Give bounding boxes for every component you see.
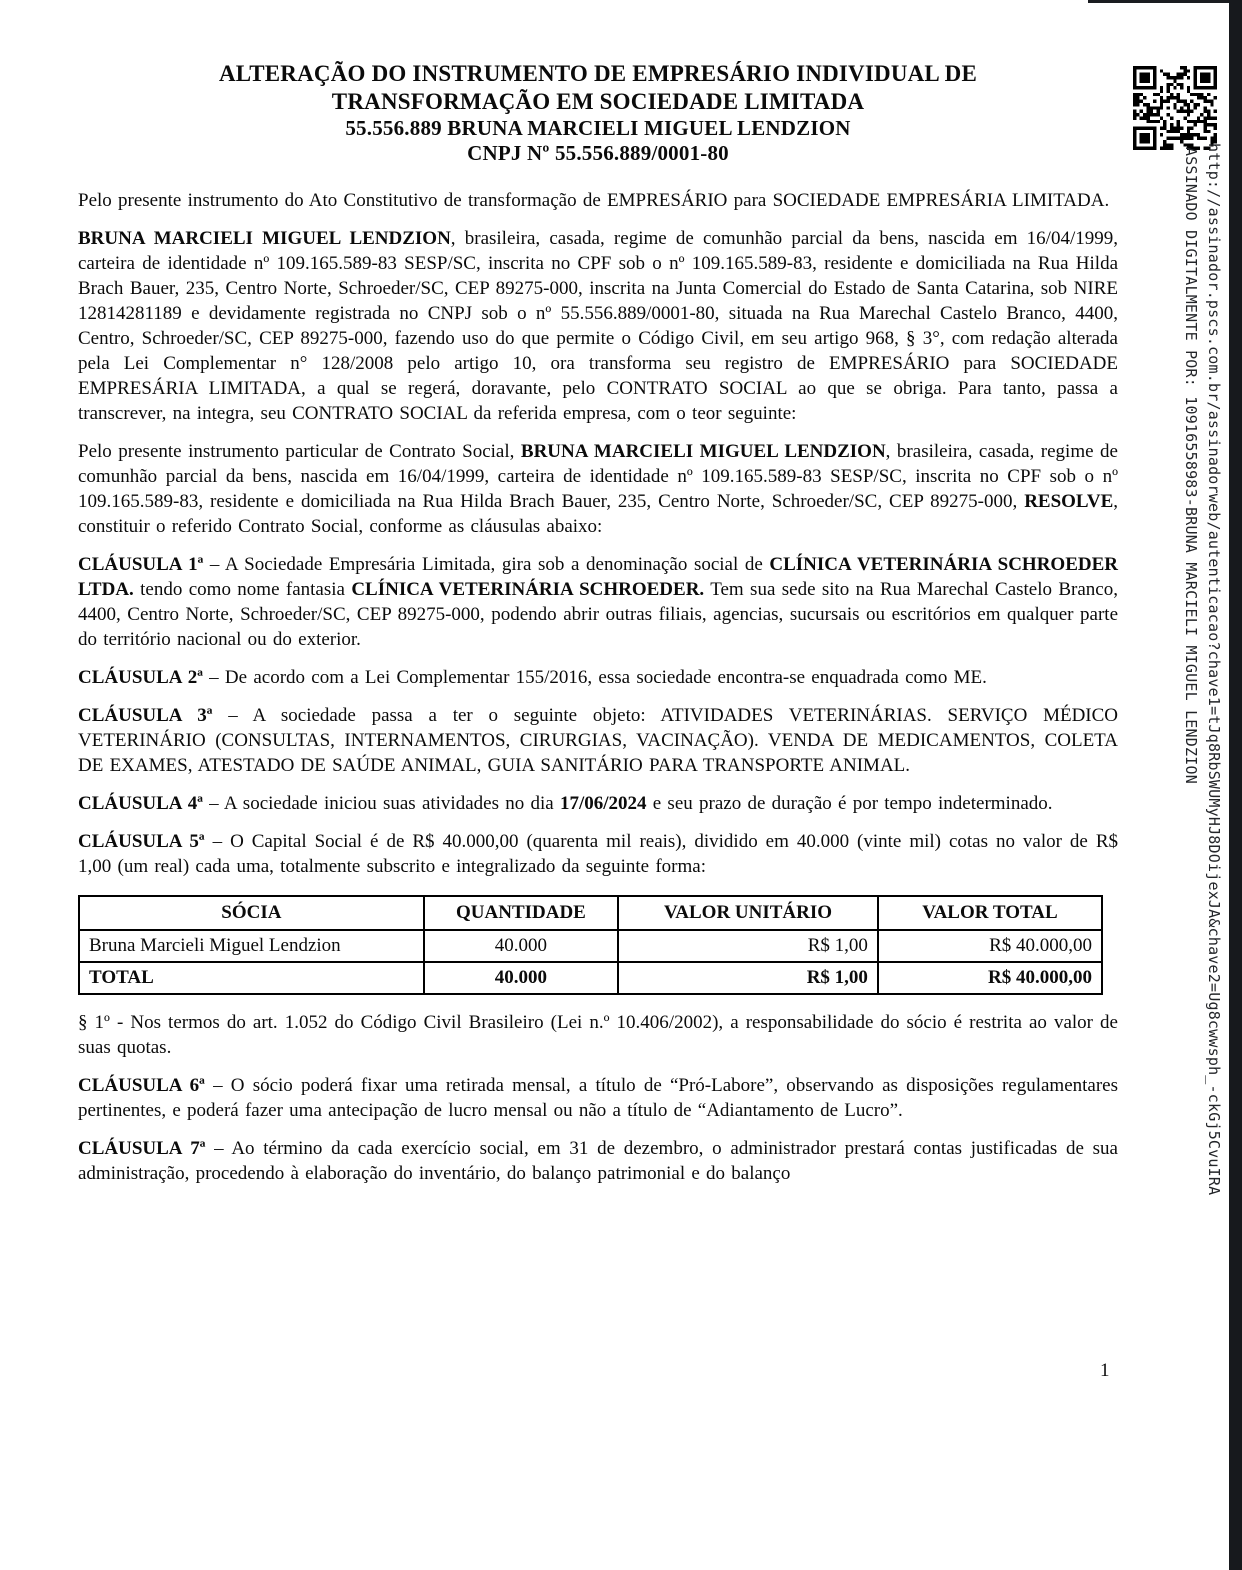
clausula-4: CLÁUSULA 4ª – A sociedade iniciou suas atividades no dia 17/06/2024 e seu prazo de duração é por tempo indeterminado.: [78, 793, 1053, 814]
clausula-6: CLÁUSULA 6ª – O sócio poderá fixar uma retirada mensal, a título de “Pró-Labore”, observando as disposições regulamentares pertinentes, e poderá fazer uma antecipação de lucro mensal ou não a título de “Adiantamento de Lucro”.: [78, 1075, 1118, 1121]
table-row: [79, 930, 1102, 962]
table-header-row: [79, 896, 1102, 930]
qr-code-icon: [1133, 66, 1217, 150]
clausula-1: CLÁUSULA 1ª – A Sociedade Empresária Limitada, gira sob a denominação social de CLÍNICA VETERINÁRIA SCHROEDER LTDA. tendo como nome fantasia CLÍNICA VETERINÁRIA SCHROEDER. Tem sua sede sito na Rua Marechal Castelo Branco, 4400, Centro Norte, Schroeder/SC, CEP 89275-000, podendo abrir outras filiais, agencias, sucursais ou escritórios em qualquer parte do território nacional ou do exterior.: [78, 554, 1118, 650]
document-title-line: ALTERAÇÃO DO INSTRUMENTO DE EMPRESÁRIO INDIVIDUAL DE: [218, 61, 978, 86]
scan-top-edge: [1088, 0, 1242, 3]
page-number: 1: [1100, 1360, 1110, 1381]
document-title-line: 55.556.889 BRUNA MARCIELI MIGUEL LENDZION: [345, 116, 851, 140]
table-cell: R$ 40.000,00: [878, 930, 1102, 962]
clausula-5: CLÁUSULA 5ª – O Capital Social é de R$ 40.000,00 (quarenta mil reais), dividido em 40.000 (vinte mil) cotas no valor de R$ 1,00 (um real) cada uma, totalmente subscrito e integralizado da seguinte forma:: [78, 831, 1118, 877]
capital-table-head: [79, 896, 1102, 930]
document-title-line: CNPJ Nº 55.556.889/0001-80: [467, 141, 729, 165]
clausula-2: CLÁUSULA 2ª – De acordo com a Lei Complementar 155/2016, essa sociedade encontra-se enquadrada como ME.: [78, 667, 987, 688]
table-header-cell: QUANTIDADE: [424, 896, 618, 930]
qualification-paragraph: BRUNA MARCIELI MIGUEL LENDZION, brasileira, casada, regime de comunhão parcial da bens, nascida em 16/04/1999, carteira de identidade nº 109.165.589-83 SESP/SC, inscrita no CPF sob o nº 109.165.589-83, residente e domiciliada na Rua Hilda Brach Bauer, 235, Centro Norte, Schroeder/SC, CEP 89275-000, inscrita na Junta Comercial do Estado de Santa Catarina, sob NIRE 12814281189 e devidamente registrada no CNPJ sob o nº 55.556.889/0001-80, situada na Rua Marechal Castelo Branco, 4400, Centro, Schroeder/SC, CEP 89275-000, fazendo uso do que permite o Código Civil, em seu artigo 968, § 3°, com redação alterada pela Lei Complementar n° 128/2008 pelo artigo 10, ora transforma seu registro de EMPRESÁRIO para SOCIEDADE EMPRESÁRIA LIMITADA, a qual se regerá, doravante, pelo CONTRATO SOCIAL ao que se obriga. Para tanto, passa a transcrever, na integra, seu CONTRATO SOCIAL da referida empresa, com o teor seguinte:: [78, 228, 1118, 424]
table-cell: TOTAL: [79, 962, 424, 994]
paragrafo-1: § 1º - Nos termos do art. 1.052 do Código Civil Brasileiro (Lei n.º 10.406/2002), a responsabilidade do sócio é restrita ao valor de suas quotas.: [78, 1012, 1118, 1058]
document-title-line: TRANSFORMAÇÃO EM SOCIEDADE LIMITADA: [331, 89, 865, 114]
clausula-3: CLÁUSULA 3ª – A sociedade passa a ter o seguinte objeto: ATIVIDADES VETERINÁRIAS. SERVIÇO MÉDICO VETERINÁRIO (CONSULTAS, INTERNAMENTOS, CIRURGIAS, VACINAÇÃO). VENDA DE MEDICAMENTOS, COLETA DE EXAMES, ATESTADO DE SAÚDE ANIMAL, GUIA SANITÁRIO PARA TRANSPORTE ANIMAL.: [78, 705, 1119, 776]
capital-table: [78, 895, 1103, 995]
document-body-bottom: [78, 1010, 1118, 1186]
table-cell: R$ 1,00: [618, 962, 878, 994]
table-cell: R$ 1,00: [618, 930, 878, 962]
scan-edge-strip: [1229, 0, 1242, 1570]
table-cell: R$ 40.000,00: [878, 962, 1102, 994]
contract-intro: Pelo presente instrumento particular de Contrato Social, BRUNA MARCIELI MIGUEL LENDZION, brasileira, casada, regime de comunhão parcial da bens, nascida em 16/04/1999, carteira de identidade nº 109.165.589-83 SESP/SC, inscrita no CPF sob o nº 109.165.589-83, residente e domiciliada na Rua Hilda Brach Bauer, 235, Centro Norte, Schroeder/SC, CEP 89275-000, RESOLVE, constituir o referido Contrato Social, conforme as cláusulas abaixo:: [78, 441, 1118, 537]
table-cell: 40.000: [424, 962, 618, 994]
table-row: [79, 962, 1102, 994]
capital-table-body: [79, 930, 1102, 994]
document-content: [78, 60, 1118, 1199]
table-header-cell: SÓCIA: [79, 896, 424, 930]
clausula-7: CLÁUSULA 7ª – Ao término da cada exercício social, em 31 de dezembro, o administrador prestará contas justificadas de sua administração, procedendo à elaboração do inventário, do balanço patrimonial e do balanço: [78, 1138, 1118, 1184]
opening-statement: Pelo presente instrumento do Ato Constitutivo de transformação de EMPRESÁRIO para SOCIEDADE EMPRESÁRIA LIMITADA.: [78, 190, 1110, 211]
document-body-top: [78, 188, 1118, 879]
digitally-signed-by-text: ASSINADO DIGITALMENTE POR: 10916558983-BRUNA MARCIELI MIGUEL LENDZION: [1182, 147, 1200, 784]
table-header-cell: VALOR UNITÁRIO: [618, 896, 878, 930]
document-title: [78, 60, 1118, 166]
table-cell: 40.000: [424, 930, 618, 962]
signature-verification-url: http://assinador.pscs.com.br/assinadorweb/autenticacao?chave1=tJq8RbSWUMyHJ8DOijexJA&chave2=Ug8cwwsph_-ckGj5CvuIRA: [1205, 143, 1223, 1196]
table-header-cell: VALOR TOTAL: [878, 896, 1102, 930]
table-cell: Bruna Marcieli Miguel Lendzion: [79, 930, 424, 962]
